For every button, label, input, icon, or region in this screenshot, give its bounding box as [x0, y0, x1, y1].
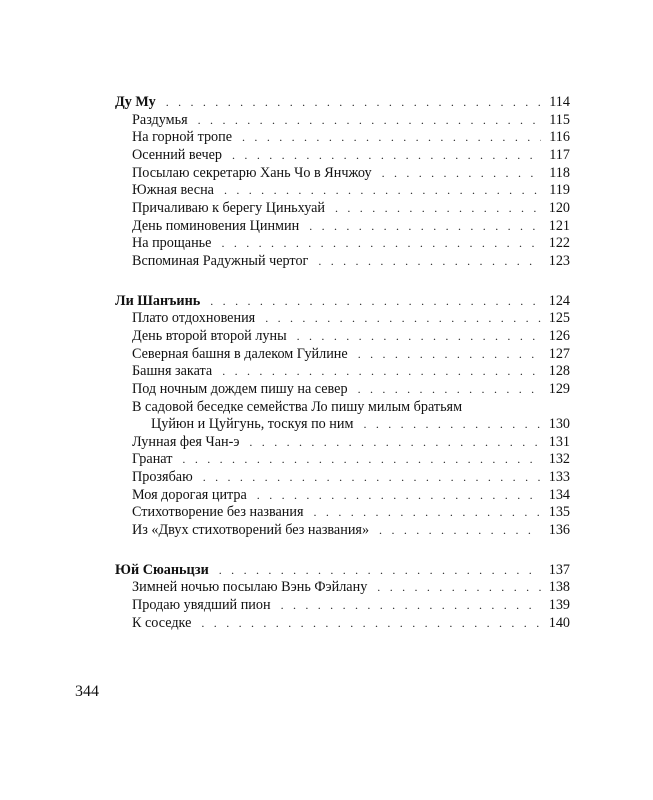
dot-leader: [232, 147, 541, 165]
toc-entry: [115, 469, 570, 487]
toc-entry: [115, 363, 570, 381]
dot-leader: [182, 451, 540, 469]
toc-entry: [115, 487, 570, 505]
toc-entry: [115, 310, 570, 328]
toc-entry: [115, 253, 570, 271]
author-name: Ли Шанъинь: [115, 292, 201, 309]
author-name: Юй Сюаньцзи: [115, 561, 209, 578]
dot-leader: [297, 328, 541, 346]
entry-title: Гранат: [132, 451, 173, 468]
page-number: 139: [548, 597, 570, 614]
dot-leader: [358, 381, 541, 399]
page-number: 129: [548, 380, 570, 397]
dot-leader: [379, 522, 541, 540]
entry-title: Причаливаю к берегу Циньхуай: [132, 199, 325, 216]
dot-leader: [363, 416, 540, 434]
dot-leader: [358, 346, 541, 364]
entry-title: День второй второй луны: [132, 327, 287, 344]
dot-leader: [224, 182, 541, 200]
toc-entry: [115, 434, 570, 452]
toc-section-li-shanyin: [115, 292, 570, 540]
entry-title: Осенний вечер: [132, 146, 223, 163]
entry-title: Прозябаю: [132, 469, 193, 486]
dot-leader: [318, 253, 540, 271]
page-number: 131: [548, 433, 570, 450]
page-number: 132: [548, 451, 570, 468]
toc-author-row: [115, 292, 570, 311]
toc-author-row: [115, 561, 570, 580]
toc-entry: [115, 597, 570, 615]
entry-title-continuation: Цуйюн и Цуйгунь, тоскуя по ним: [151, 416, 354, 433]
page-folio: 344: [75, 683, 99, 700]
entry-title: На прощанье: [132, 235, 212, 252]
dot-leader: [309, 218, 541, 236]
entry-title: Раздумья: [132, 111, 188, 128]
entry-title: Лунная фея Чан-э: [132, 433, 240, 450]
entry-title: Стихотворение без названия: [132, 504, 304, 521]
entry-title: Южная весна: [132, 182, 214, 199]
page-number: 114: [549, 94, 570, 110]
toc-entry: [115, 182, 570, 200]
dot-leader: [203, 469, 541, 487]
page-number: 138: [548, 579, 570, 596]
page-number: 140: [548, 614, 570, 631]
toc-entry: [115, 346, 570, 364]
page-number: 128: [548, 363, 570, 380]
toc-entry: [115, 615, 570, 633]
entry-title: Башня заката: [132, 363, 213, 380]
entry-title: Посылаю секретарю Хань Чо в Янчжоу: [132, 164, 372, 181]
entry-title: К соседке: [132, 614, 192, 631]
dot-leader: [166, 93, 542, 112]
page-number: 116: [549, 129, 570, 146]
page-number: 135: [548, 504, 570, 521]
page-number: 124: [548, 292, 570, 309]
page-number: 115: [549, 111, 570, 128]
dot-leader: [210, 292, 540, 311]
page-number: 134: [548, 486, 570, 503]
dot-leader: [257, 487, 541, 505]
dot-leader: [249, 434, 540, 452]
toc-entry: [115, 218, 570, 236]
entry-title: На горной тропе: [132, 129, 233, 146]
toc-entry: [115, 200, 570, 218]
toc-entry: [115, 579, 570, 597]
dot-leader: [219, 561, 541, 580]
entry-title: Моя дорогая цитра: [132, 486, 247, 503]
page-number: 127: [548, 345, 570, 362]
page-number: 122: [548, 235, 570, 252]
table-of-contents: [115, 93, 570, 653]
dot-leader: [198, 112, 542, 130]
page-number: 133: [548, 469, 570, 486]
author-name: Ду Му: [115, 94, 156, 110]
dot-leader: [281, 597, 541, 615]
dot-leader: [377, 579, 540, 597]
toc-entry: [115, 504, 570, 522]
toc-entry: [115, 522, 570, 540]
page-number: 136: [548, 522, 570, 539]
page-number: 117: [549, 146, 570, 163]
toc-entry: [115, 381, 570, 399]
toc-entry: [115, 235, 570, 253]
entry-title: Вспоминая Радужный чертог: [132, 253, 309, 269]
entry-title: Зимней ночью посылаю Вэнь Фэйлану: [132, 579, 368, 596]
toc-entry-first-line: [115, 399, 570, 416]
toc-entry: [115, 112, 570, 130]
entry-title: Плато отдохновения: [132, 310, 256, 327]
dot-leader: [265, 310, 541, 328]
dot-leader: [314, 504, 541, 522]
dot-leader: [335, 200, 541, 218]
page-number: 121: [548, 217, 570, 234]
dot-leader: [222, 363, 541, 381]
dot-leader: [201, 615, 540, 633]
toc-section-yu-xuanji: [115, 561, 570, 633]
page-number: 125: [548, 310, 570, 327]
page-number: 120: [548, 199, 570, 216]
page-number: 118: [549, 164, 570, 181]
toc-entry: [115, 129, 570, 147]
dot-leader: [242, 129, 541, 147]
toc-entry: [115, 147, 570, 165]
page-number: 123: [548, 253, 570, 269]
page-number: 119: [549, 182, 570, 199]
page-number: 130: [548, 416, 570, 433]
entry-title: День поминовения Цинмин: [132, 217, 300, 234]
toc-entry: [115, 328, 570, 346]
toc-entry: [115, 451, 570, 469]
toc-entry: [115, 416, 570, 434]
entry-title: Под ночным дождем пишу на север: [132, 380, 348, 397]
entry-title: Из «Двух стихотворений без названия»: [132, 522, 370, 539]
dot-leader: [221, 235, 540, 253]
page-number: 137: [548, 561, 570, 578]
entry-title: В садовой беседке семейства Ло пишу милым братьям: [132, 398, 463, 415]
entry-title: Продаю увядший пион: [132, 597, 271, 614]
dot-leader: [382, 165, 542, 183]
page-number: 126: [548, 327, 570, 344]
toc-entry: [115, 165, 570, 183]
toc-author-row: [115, 93, 570, 112]
entry-title: Северная башня в далеком Гуйлине: [132, 345, 348, 362]
toc-section-du-mu: [115, 93, 570, 271]
